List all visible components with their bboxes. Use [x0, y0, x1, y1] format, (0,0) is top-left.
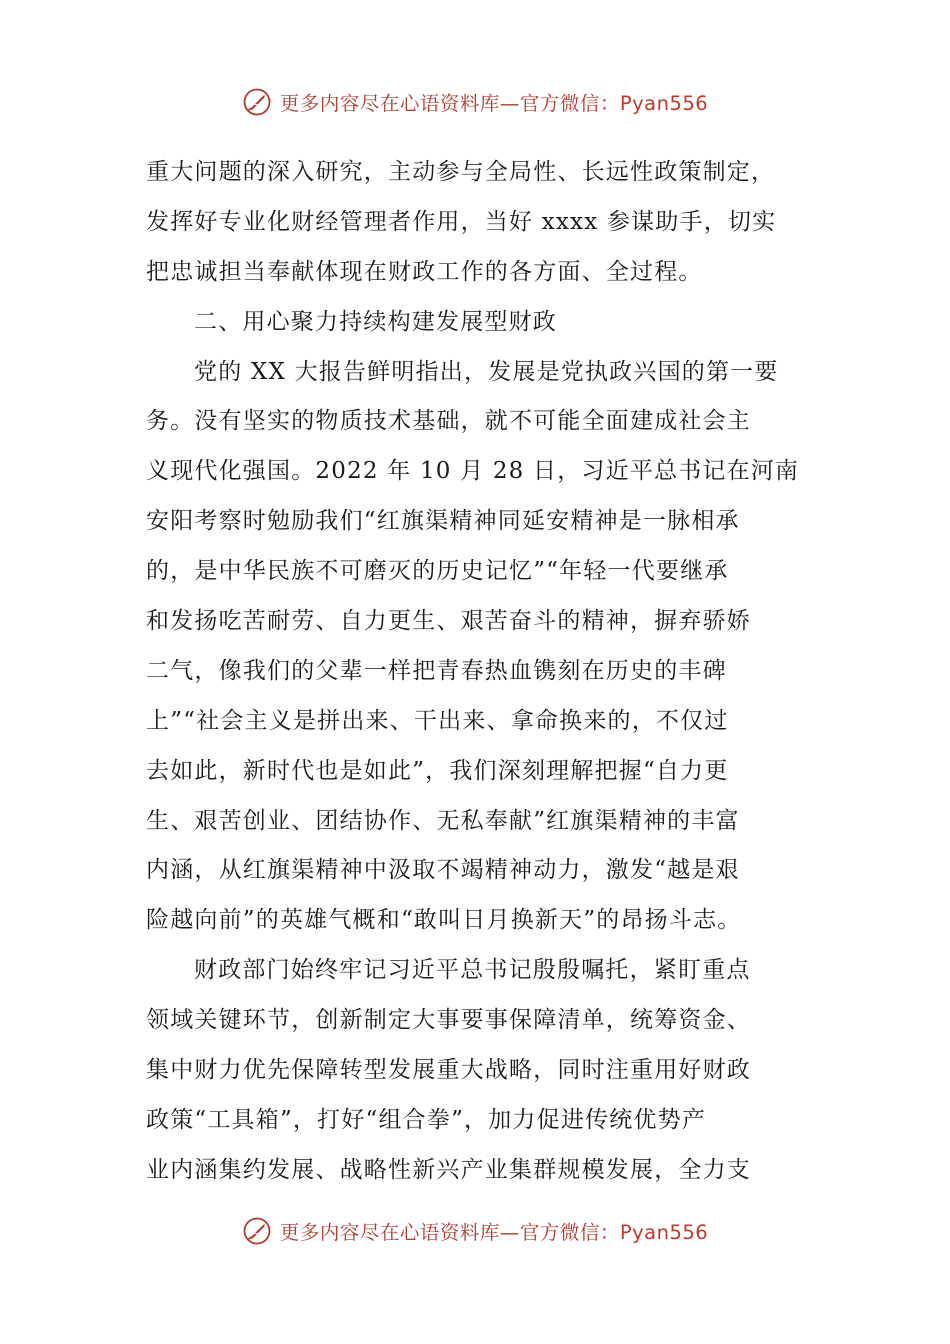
header-banner [0, 80, 950, 124]
document-body [146, 148, 800, 1196]
body-line: 财政部门始终牢记习近平总书记殷殷嘱托，紧盯重点 [194, 957, 751, 984]
body-line: 政策“工具箱”，打好“组合拳”，加力促进传统优势产 [146, 1106, 707, 1133]
body-line: 业内涵集约发展、战略性新兴产业集群规模发展，全力支 [146, 1156, 751, 1183]
header-banner-handle: Pyan556 [619, 92, 709, 115]
section-heading: 二、用心聚力持续构建发展型财政 [194, 308, 557, 335]
body-line: 险越向前”的英雄气概和“敢叫日月换新天”的昂扬斗志。 [146, 907, 742, 934]
body-line: 内涵，从红旗渠精神中汲取不竭精神动力，激发“越是艰 [146, 857, 740, 884]
body-line: 去如此，新时代也是如此”，我们深刻理解把握“自力更 [146, 757, 729, 784]
body-line: 安阳考察时勉励我们“红旗渠精神同延安精神是一脉相承 [146, 508, 740, 535]
body-line: 把忠诚担当奉献体现在财政工作的各方面、全过程。 [146, 258, 703, 285]
footer-banner-handle: Pyan556 [619, 1221, 709, 1244]
body-line: 党的 XX 大报告鲜明指出，发展是党执政兴国的第一要 [194, 358, 779, 385]
footer-banner [0, 1209, 950, 1253]
body-line: 务。没有坚实的物质技术基础，就不可能全面建成社会主 [146, 408, 751, 435]
header-banner-label: 更多内容尽在心语资料库—官方微信： [279, 92, 620, 115]
quill-pen-icon [242, 1216, 272, 1246]
body-line: 的，是中华民族不可磨灭的历史记忆”“年轻一代要继承 [146, 558, 729, 585]
body-line: 和发扬吃苦耐劳、自力更生、艰苦奋斗的精神，摒弃骄娇 [146, 608, 751, 635]
footer-banner-text [280, 1217, 708, 1245]
body-line: 生、艰苦创业、团结协作、无私奉献”红旗渠精神的丰富 [146, 807, 740, 834]
body-line: 义现代化强国。2022 年 10 月 28 日，习近平总书记在河南 [146, 458, 800, 485]
body-line: 二气，像我们的父辈一样把青春热血镌刻在历史的丰碑 [146, 657, 727, 684]
body-line: 集中财力优先保障转型发展重大战略，同时注重用好财政 [146, 1057, 751, 1084]
body-line: 上”“社会主义是拼出来、干出来、拿命换来的，不仅过 [146, 707, 729, 734]
header-banner-text [280, 88, 708, 116]
body-line: 发挥好专业化财经管理者作用，当好 xxxx 参谋助手，切实 [146, 208, 777, 235]
footer-banner-label: 更多内容尽在心语资料库—官方微信： [279, 1221, 620, 1244]
quill-pen-icon [242, 87, 272, 117]
body-line: 领域关键环节，创新制定大事要事保障清单，统筹资金、 [146, 1007, 751, 1034]
body-line: 重大问题的深入研究，主动参与全局性、长远性政策制定， [146, 159, 776, 185]
